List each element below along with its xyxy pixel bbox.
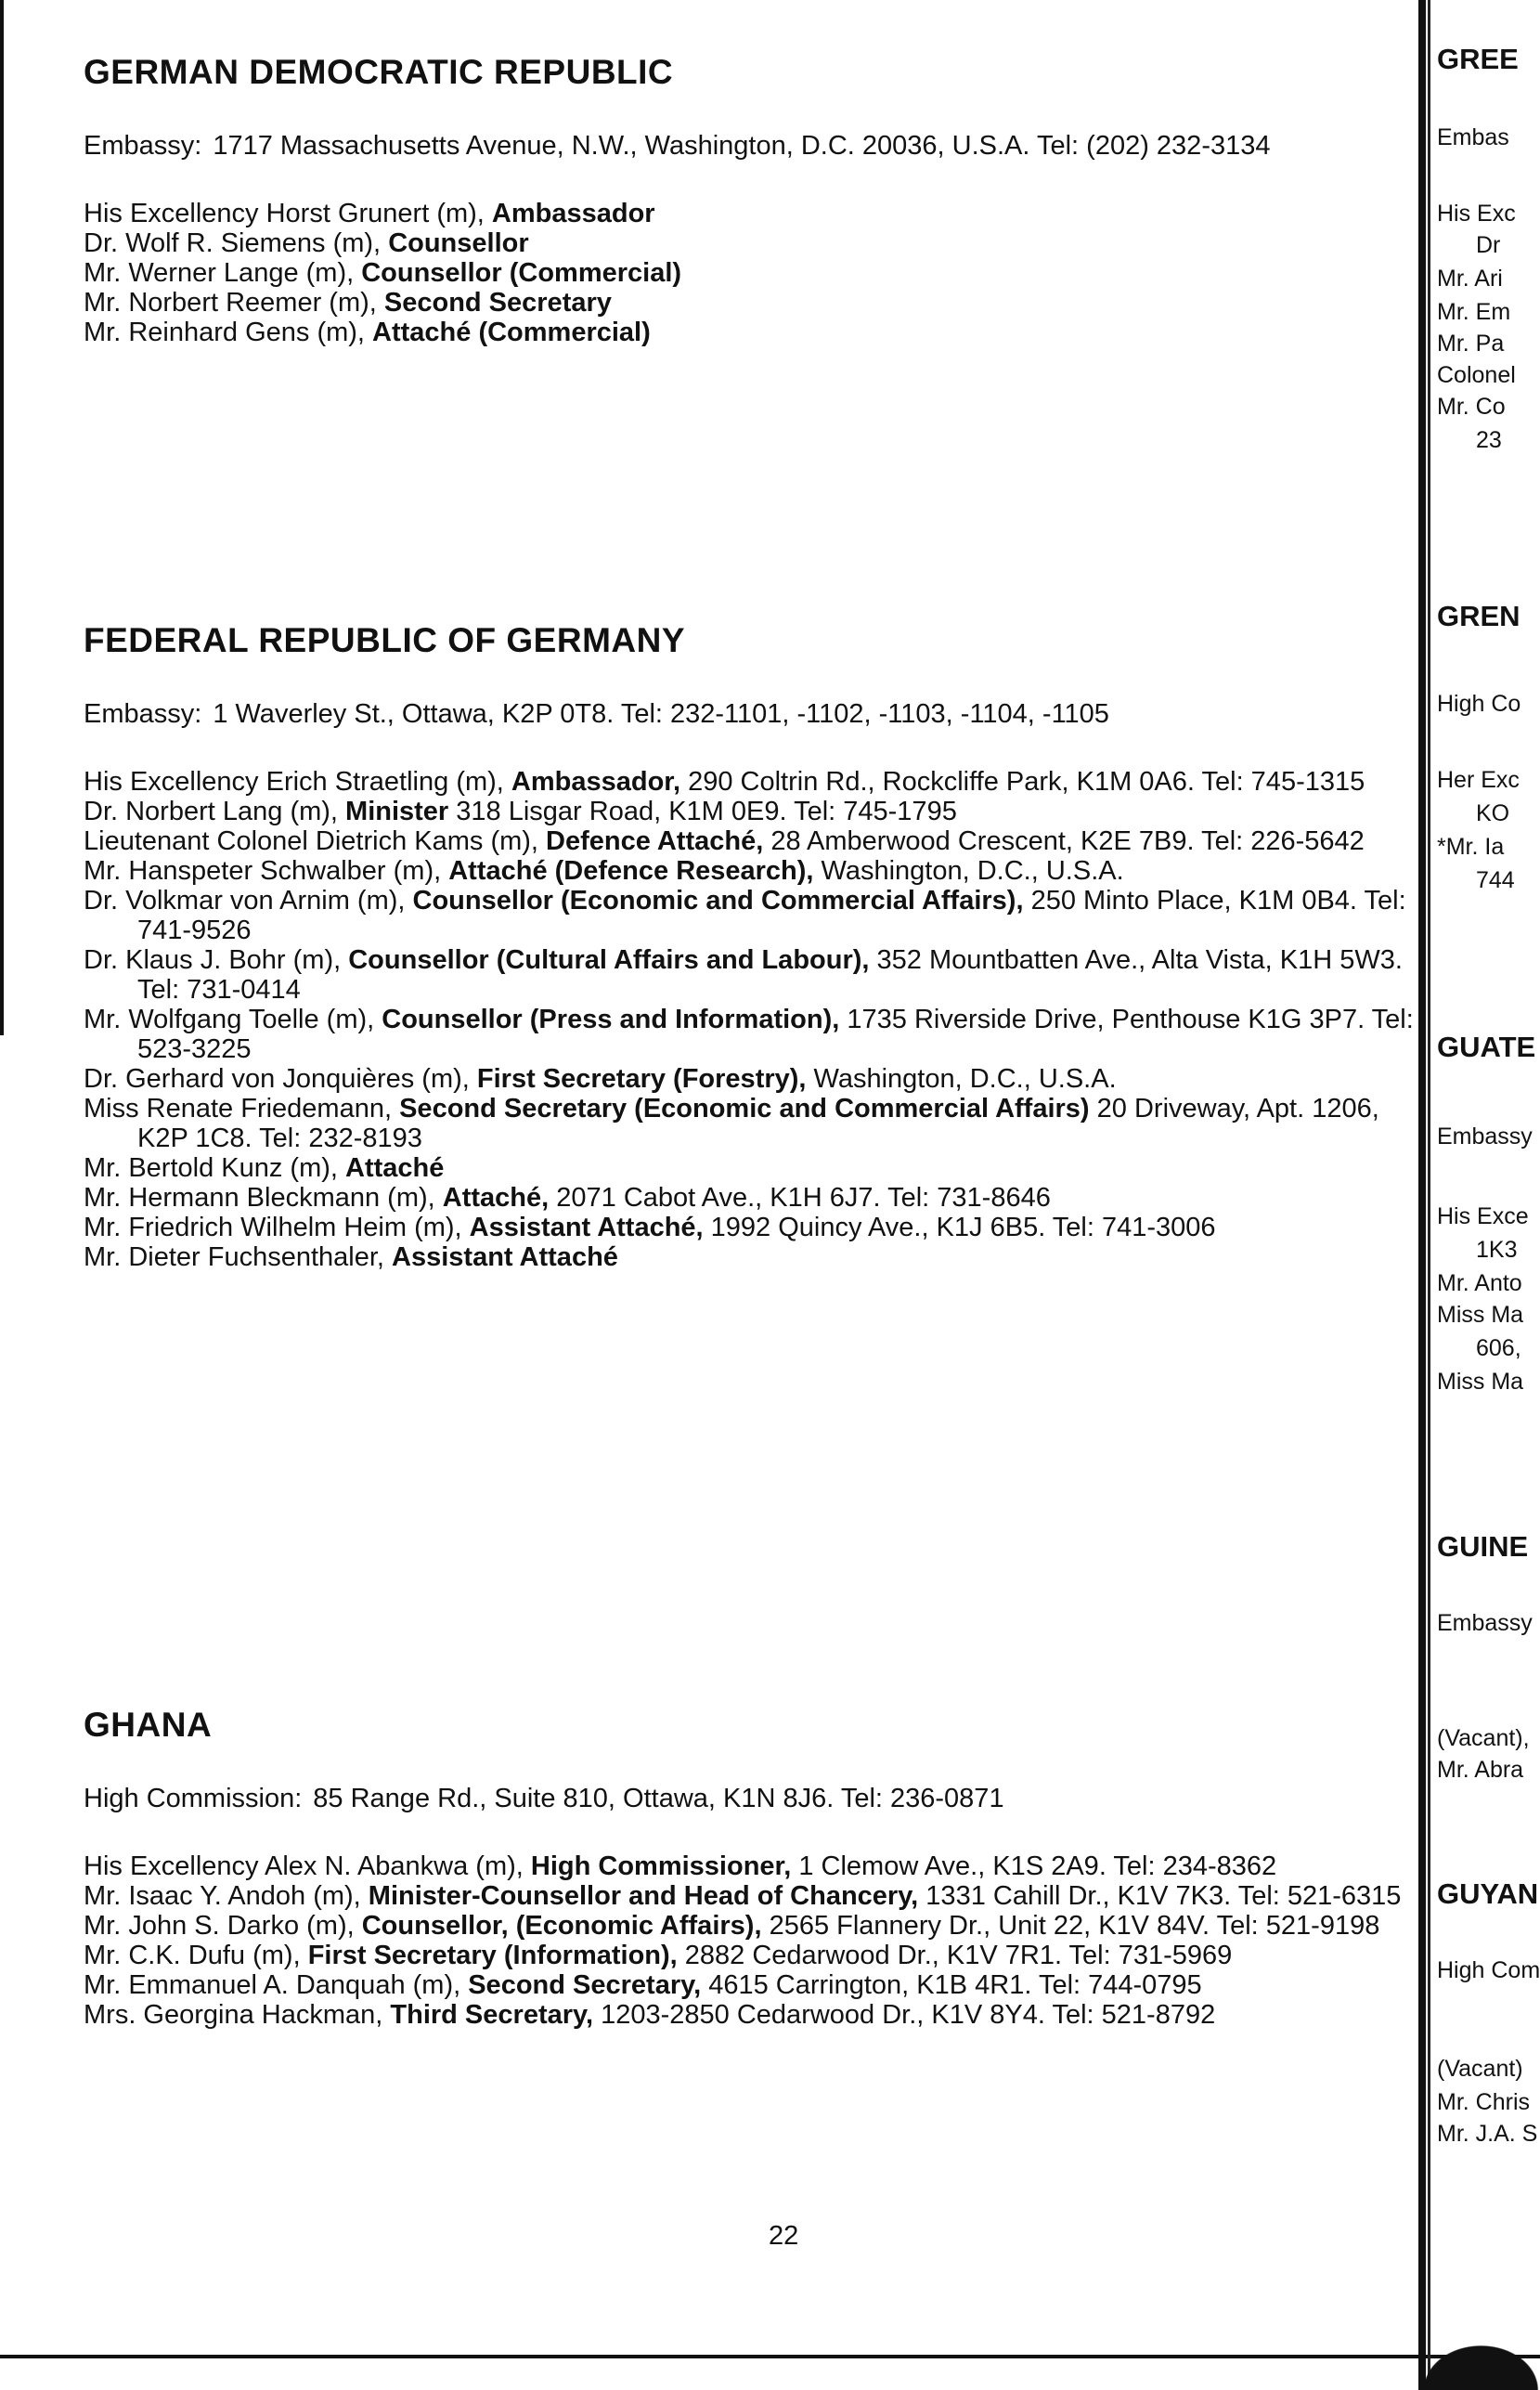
staff-name: Mr. Werner Lange (m), (84, 258, 362, 288)
staff-name: Lieutenant Colonel Dietrich Kams (m), (84, 826, 547, 856)
staff-details: 318 Lisgar Road, K1M 0E9. Tel: 745-1795 (448, 797, 957, 826)
staff-entry (84, 1970, 1420, 2000)
staff-name: Mr. Friedrich Wilhelm Heim (m), (84, 1213, 470, 1242)
staff-details: 1 Clemow Ave., K1S 2A9. Tel: 234-8362 (791, 1851, 1277, 1881)
staff-name: Dr. Norbert Lang (m), (84, 797, 346, 826)
staff-name: His Excellency Horst Grunert (m), (84, 199, 492, 228)
staff-list (84, 199, 1420, 347)
bottom-rule (0, 2355, 1540, 2358)
staff-details: 20 Driveway, Apt. 1206, K2P 1C8. Tel: 232-8193 (137, 1094, 1379, 1153)
mission-address-text: 85 Range Rd., Suite 810, Ottawa, K1N 8J6. Tel: 236-0871 (313, 1784, 1004, 1813)
staff-name: Dr. Volkmar von Arnim (m), (84, 886, 413, 916)
staff-entry (84, 1851, 1420, 1881)
section-title: GERMAN DEMOCRATIC REPUBLIC (84, 53, 674, 91)
cropped-text-fragment: Mr. Chris (1437, 2089, 1530, 2115)
cropped-text-fragment: Embassy (1437, 1610, 1533, 1636)
staff-name: Mr. C.K. Dufu (m), (84, 1941, 308, 1970)
section-title: FEDERAL REPUBLIC OF GERMANY (84, 621, 686, 659)
staff-details: 28 Amberwood Crescent, K2E 7B9. Tel: 226-5642 (763, 826, 1365, 856)
staff-details: 2071 Cabot Ave., K1H 6J7. Tel: 731-8646 (549, 1183, 1051, 1213)
staff-entry (84, 1005, 1420, 1064)
staff-role: Defence Attaché, (546, 826, 764, 856)
staff-name: Mrs. Georgina Hackman, (84, 2000, 391, 2030)
staff-name: Miss Renate Friedemann, (84, 1094, 400, 1124)
column-divider (1418, 0, 1426, 2390)
staff-role: First Secretary (Forestry), (476, 1064, 807, 1094)
staff-entry (84, 1153, 1420, 1183)
staff-role: Assistant Attaché (392, 1242, 618, 1272)
column-divider-inner (1428, 0, 1430, 2390)
staff-name: His Excellency Erich Straetling (m), (84, 767, 511, 797)
staff-entry (84, 886, 1420, 945)
staff-role: Counsellor (Commercial) (361, 258, 682, 288)
cropped-text-fragment: (Vacant) (1437, 2056, 1523, 2082)
staff-name: Mr. Wolfgang Toelle (m), (84, 1005, 382, 1034)
staff-entry (84, 1094, 1420, 1153)
staff-role: Third Secretary, (390, 2000, 594, 2030)
staff-details: Washington, D.C., U.S.A. (806, 1064, 1117, 1094)
staff-entry (84, 318, 1420, 347)
staff-name: Dr. Wolf R. Siemens (m), (84, 228, 389, 258)
staff-entry (84, 1881, 1420, 1911)
cropped-text-fragment: Mr. Pa (1437, 331, 1505, 357)
staff-details: 250 Minto Place, K1M 0B4. Tel: 741-9526 (137, 886, 1406, 945)
staff-entry (84, 1183, 1420, 1213)
staff-name: Mr. Isaac Y. Andoh (m), (84, 1881, 369, 1911)
cropped-text-fragment: Miss Ma (1437, 1369, 1524, 1395)
cropped-text-fragment: *Mr. Ia (1437, 834, 1505, 860)
cropped-text-fragment: KO (1476, 800, 1510, 826)
staff-entry (84, 1941, 1420, 1970)
staff-role: Minister (345, 797, 449, 826)
staff-entry (84, 199, 1420, 228)
staff-role: Counsellor, (Economic Affairs), (361, 1911, 762, 1941)
cropped-text-fragment: High Co (1437, 691, 1521, 717)
page-number: 22 (769, 2221, 799, 2251)
staff-entry (84, 1213, 1420, 1242)
staff-details: 4615 Carrington, K1B 4R1. Tel: 744-0795 (701, 1970, 1202, 2000)
staff-details: 1735 Riverside Drive, Penthouse K1G 3P7. Tel: 523-3225 (137, 1005, 1414, 1064)
left-edge-rule (0, 0, 4, 1035)
staff-list (84, 767, 1420, 1272)
cropped-text-fragment: Mr. J.A. S (1437, 2121, 1538, 2147)
staff-name: Mr. John S. Darko (m), (84, 1911, 362, 1941)
staff-role: Attaché, (442, 1183, 550, 1213)
cropped-text-fragment: High Com (1437, 1957, 1540, 1983)
staff-role: Second Secretary, (468, 1970, 702, 2000)
staff-name: Mr. Hanspeter Schwalber (m), (84, 856, 449, 886)
staff-details: Washington, D.C., U.S.A. (813, 856, 1124, 886)
staff-role: Assistant Attaché, (469, 1213, 704, 1242)
staff-entry (84, 826, 1420, 856)
cropped-section-title: GUATE (1437, 1031, 1536, 1063)
staff-role: Counsellor (Cultural Affairs and Labour), (348, 945, 870, 975)
staff-entry (84, 2000, 1420, 2030)
section-title: GHANA (84, 1706, 213, 1744)
staff-role: Ambassador, (511, 767, 681, 797)
cropped-text-fragment: Colonel (1437, 362, 1516, 388)
staff-details: 1992 Quincy Ave., K1J 6B5. Tel: 741-3006 (703, 1213, 1216, 1242)
mission-address-text: 1 Waverley St., Ottawa, K2P 0T8. Tel: 232-1101, -1102, -1103, -1104, -1105 (213, 699, 1109, 729)
staff-name: Mr. Dieter Fuchsenthaler, (84, 1242, 393, 1272)
staff-role: Minister-Counsellor and Head of Chancery, (368, 1881, 919, 1911)
staff-role: Counsellor (Press and Information), (382, 1005, 840, 1034)
cropped-section-title: GUINE (1437, 1530, 1529, 1563)
staff-name: His Excellency Alex N. Abankwa (m), (84, 1851, 531, 1881)
staff-role: Counsellor (Economic and Commercial Affairs), (412, 886, 1024, 916)
cropped-section-title: GUYAN (1437, 1877, 1539, 1910)
mission-label: High Commission: (84, 1784, 303, 1813)
staff-entry (84, 856, 1420, 886)
cropped-text-fragment: 744 (1476, 867, 1515, 893)
staff-role: Second Secretary (383, 288, 612, 318)
cropped-section-title: GREE (1437, 43, 1519, 75)
staff-role: Second Secretary (Economic and Commercial Affairs) (399, 1094, 1090, 1124)
staff-role: First Secretary (Information), (307, 1941, 678, 1970)
staff-role: Attaché (345, 1153, 445, 1183)
cropped-text-fragment: Miss Ma (1437, 1302, 1524, 1328)
staff-entry (84, 1242, 1420, 1272)
page-edge-shadow (1392, 2321, 1540, 2390)
cropped-text-fragment: Embas (1437, 124, 1509, 150)
cropped-text-fragment: (Vacant), (1437, 1725, 1530, 1751)
staff-details: 2565 Flannery Dr., Unit 22, K1V 84V. Tel: 521-9198 (761, 1911, 1380, 1941)
mission-address (84, 130, 1420, 162)
cropped-text-fragment: His Exce (1437, 1203, 1529, 1229)
mission-label: Embassy: (84, 131, 202, 161)
cropped-text-fragment: Mr. Ari (1437, 266, 1503, 292)
staff-role: Counsellor (388, 228, 529, 258)
staff-list (84, 1851, 1420, 2030)
cropped-text-fragment: Mr. Em (1437, 299, 1511, 325)
staff-details: 290 Coltrin Rd., Rockcliffe Park, K1M 0A6. Tel: 745-1315 (680, 767, 1365, 797)
staff-entry (84, 228, 1420, 258)
cropped-text-fragment: Mr. Co (1437, 394, 1506, 420)
mission-address (84, 698, 1420, 730)
cropped-text-fragment: Dr (1476, 232, 1501, 258)
section-german-democratic-republic (84, 52, 1420, 347)
staff-entry (84, 258, 1420, 288)
cropped-text-fragment: Mr. Anto (1437, 1270, 1522, 1296)
staff-details: 352 Mountbatten Ave., Alta Vista, K1H 5W3. Tel: 731-0414 (137, 945, 1403, 1005)
staff-role: Attaché (Commercial) (372, 318, 651, 347)
section-ghana (84, 1705, 1420, 2030)
staff-name: Mr. Emmanuel A. Danquah (m), (84, 1970, 469, 2000)
section-federal-republic-of-germany (84, 620, 1420, 1272)
cropped-section-title: GREN (1437, 600, 1521, 632)
mission-address-text: 1717 Massachusetts Avenue, N.W., Washington, D.C. 20036, U.S.A. Tel: (202) 232-3134 (213, 131, 1271, 161)
staff-role: High Commissioner, (530, 1851, 792, 1881)
staff-details: 1331 Cahill Dr., K1V 7K3. Tel: 521-6315 (918, 1881, 1402, 1911)
staff-name: Mr. Hermann Bleckmann (m), (84, 1183, 443, 1213)
staff-details: 1203-2850 Cedarwood Dr., K1V 8Y4. Tel: 521-8792 (593, 2000, 1216, 2030)
staff-details: 2882 Cedarwood Dr., K1V 7R1. Tel: 731-5969 (677, 1941, 1233, 1970)
next-column-cropped (1437, 0, 1540, 2390)
staff-role: Attaché (Defence Research), (448, 856, 814, 886)
staff-name: Dr. Gerhard von Jonquières (m), (84, 1064, 477, 1094)
staff-entry (84, 1064, 1420, 1094)
cropped-text-fragment: 1K3 (1476, 1237, 1518, 1263)
mission-address (84, 1783, 1420, 1814)
staff-entry (84, 945, 1420, 1005)
staff-name: Mr. Norbert Reemer (m), (84, 288, 384, 318)
staff-role: Ambassador (491, 199, 655, 228)
staff-name: Dr. Klaus J. Bohr (m), (84, 945, 349, 975)
cropped-text-fragment: 23 (1476, 427, 1502, 453)
staff-entry (84, 1911, 1420, 1941)
staff-entry (84, 797, 1420, 826)
staff-entry (84, 288, 1420, 318)
staff-entry (84, 767, 1420, 797)
cropped-text-fragment: Mr. Abra (1437, 1757, 1524, 1783)
mission-label: Embassy: (84, 699, 202, 729)
staff-name: Mr. Bertold Kunz (m), (84, 1153, 346, 1183)
staff-name: Mr. Reinhard Gens (m), (84, 318, 373, 347)
cropped-text-fragment: His Exc (1437, 201, 1516, 227)
cropped-text-fragment: 606, (1476, 1335, 1521, 1361)
cropped-text-fragment: Her Exc (1437, 767, 1520, 793)
cropped-text-fragment: Embassy (1437, 1124, 1533, 1150)
